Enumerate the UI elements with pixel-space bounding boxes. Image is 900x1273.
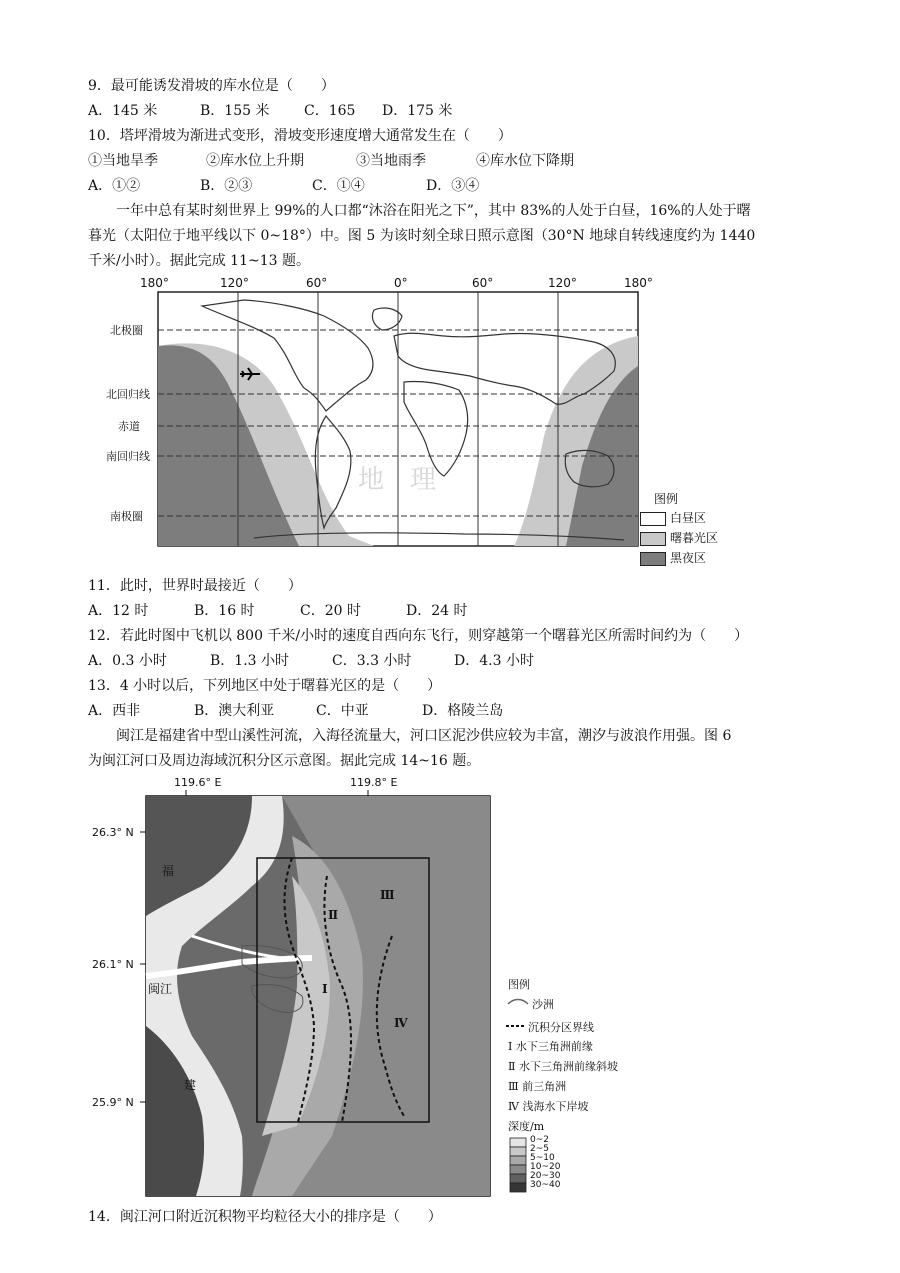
legend-zone-3: Ⅲ 前三角洲 xyxy=(508,1080,567,1093)
lat-label-26-1: 26.1° N xyxy=(92,958,134,971)
q11-option-a[interactable]: A．12 时 xyxy=(88,603,149,619)
lat-label-26-3: 26.3° N xyxy=(92,826,134,839)
q9-option-b[interactable]: B．155 米 xyxy=(200,103,270,119)
q9-options xyxy=(88,101,452,121)
q12-option-b[interactable]: B．1.3 小时 xyxy=(210,653,290,669)
depth-5-10: 5~10 xyxy=(530,1153,555,1163)
q9-stem: 9．最可能诱发滑坡的库水位是（ ） xyxy=(88,78,335,94)
lat-label-antarctic-circle: 南极圈 xyxy=(110,510,143,523)
q11-stem: 11．此时，世界时最接近（ ） xyxy=(88,578,302,594)
legend-label-night: 黑夜区 xyxy=(670,551,707,565)
q9-option-d[interactable]: D．175 米 xyxy=(382,103,453,119)
depth-scale-title: 深度/m xyxy=(508,1120,545,1133)
passage2-line-2: 为闽江河口及周边海域沉积分区示意图。据此完成 14~16 题。 xyxy=(88,753,481,769)
zone-label-3: Ⅲ xyxy=(380,888,395,902)
q13-option-a[interactable]: A．西非 xyxy=(88,703,141,719)
legend-zone-4: Ⅳ 浅海水下岸坡 xyxy=(508,1100,589,1113)
q9-option-a[interactable]: A．145 米 xyxy=(88,103,158,119)
q13-option-d[interactable]: D．格陵兰岛 xyxy=(422,703,504,719)
q10-option-d[interactable]: D．③④ xyxy=(426,178,480,194)
depth-30-40: 30~40 xyxy=(530,1180,561,1190)
q12-options xyxy=(88,651,534,671)
legend-zone-boundary: 沉积分区界线 xyxy=(528,1021,594,1034)
depth-2-5: 2~5 xyxy=(530,1144,549,1154)
lon-label-119-6: 119.6° E xyxy=(174,776,222,789)
map1-legend-title: 图例 xyxy=(654,492,679,506)
q12-option-d[interactable]: D．4.3 小时 xyxy=(454,653,534,669)
passage2-line-1: 闽江是福建省中型山溪性河流，入海径流量大，河口区泥沙供应较为丰富，潮汐与波浪作用强。图 6 xyxy=(116,728,732,744)
q10-item-3: ③当地雨季 xyxy=(356,153,426,169)
passage1-line-1: 一年中总有某时刻世界上 99%的人口都“沐浴在阳光之下”，其中 83%的人处于白昼，16%的人处于曙 xyxy=(116,203,751,219)
label-jian: 建 xyxy=(184,1078,197,1092)
passage1-line-3: 千米/小时）。据此完成 11~13 题。 xyxy=(88,253,310,269)
q11-option-c[interactable]: C．20 时 xyxy=(300,603,361,619)
depth-scale xyxy=(510,1138,526,1192)
q13-options xyxy=(88,701,503,721)
label-min-river: 闽江 xyxy=(148,982,173,996)
q13-option-c[interactable]: C．中亚 xyxy=(316,703,369,719)
lon-label-180w: 180° xyxy=(140,276,169,290)
q10-item-2: ②库水位上升期 xyxy=(206,153,304,169)
lon-label-120w: 120° xyxy=(220,276,249,290)
lat-label-tropic-cancer: 北回归线 xyxy=(106,388,150,401)
q12-option-a[interactable]: A．0.3 小时 xyxy=(88,653,167,669)
legend-label-twilight: 曙暮光区 xyxy=(670,531,719,545)
lon-label-180e: 180° xyxy=(624,276,653,290)
q10-item-4: ④库水位下降期 xyxy=(476,153,574,169)
lon-label-60w: 60° xyxy=(306,276,328,290)
lat-label-arctic-circle: 北极圈 xyxy=(110,324,143,337)
lat-label-tropic-capricorn: 南回归线 xyxy=(106,450,150,463)
zone-label-4: Ⅳ xyxy=(394,1016,408,1030)
lon-label-60e: 60° xyxy=(472,276,494,290)
zone-label-2: Ⅱ xyxy=(328,908,339,922)
q10-stem: 10．塔坪滑坡为渐进式变形，滑坡变形速度增大通常发生在（ ） xyxy=(88,128,512,144)
legend-swatch-night xyxy=(640,552,666,566)
legend-zone-1: Ⅰ 水下三角洲前缘 xyxy=(508,1040,593,1053)
depth-10-20: 10~20 xyxy=(530,1162,561,1172)
zone-label-1: Ⅰ xyxy=(322,982,328,996)
q13-stem: 13．4 小时以后，下列地区中处于曙暮光区的是（ ） xyxy=(88,678,442,694)
lon-label-0: 0° xyxy=(394,276,408,290)
sandbar-legend-icon xyxy=(508,1000,528,1005)
lon-label-120e: 120° xyxy=(548,276,577,290)
legend-label-day: 白昼区 xyxy=(670,511,707,525)
q10-options xyxy=(88,176,479,196)
passage1-line-2: 暮光（太阳位于地平线以下 0~18°）中。图 5 为该时刻全球日照示意图（30°N 地球自转线速度约为 1440 xyxy=(88,228,756,244)
legend-zone-2: Ⅱ 水下三角洲前缘斜坡 xyxy=(508,1060,618,1073)
q9-option-c[interactable]: C．165 xyxy=(304,103,356,119)
map-watermark: 地 理 xyxy=(358,465,437,495)
depth-0-2: 0~2 xyxy=(530,1135,549,1145)
q11-options xyxy=(88,601,468,621)
q11-option-b[interactable]: B．16 时 xyxy=(194,603,255,619)
lat-label-equator: 赤道 xyxy=(118,420,140,433)
q12-stem: 12．若此时图中飞机以 800 千米/小时的速度自西向东飞行，则穿越第一个曙暮光区所需时间约为（ ） xyxy=(88,628,749,644)
map2-legend-title: 图例 xyxy=(508,978,530,991)
q10-option-c[interactable]: C．①④ xyxy=(312,178,365,194)
q10-items xyxy=(88,151,574,171)
legend-sandbar: 沙洲 xyxy=(532,998,554,1011)
lon-label-119-8: 119.8° E xyxy=(350,776,398,789)
legend-swatch-day xyxy=(640,512,666,526)
q10-item-1: ①当地旱季 xyxy=(88,153,158,169)
estuary-map-svg xyxy=(92,776,662,1200)
figure-5-illumination-map xyxy=(104,276,766,572)
q11-option-d[interactable]: D．24 时 xyxy=(406,603,468,619)
q12-option-c[interactable]: C．3.3 小时 xyxy=(332,653,412,669)
q13-option-b[interactable]: B．澳大利亚 xyxy=(194,703,275,719)
legend-swatch-twilight xyxy=(640,532,666,546)
lat-label-25-9: 25.9° N xyxy=(92,1096,134,1109)
illumination-map-svg xyxy=(104,276,766,572)
q14-stem: 14．闽江河口附近沉积物平均粒径大小的排序是（ ） xyxy=(88,1209,442,1225)
label-fu: 福 xyxy=(162,864,175,878)
depth-20-30: 20~30 xyxy=(530,1171,561,1181)
q10-option-b[interactable]: B．②③ xyxy=(200,178,253,194)
figure-6-min-river-estuary-map xyxy=(92,776,662,1200)
q10-option-a[interactable]: A．①② xyxy=(88,178,141,194)
